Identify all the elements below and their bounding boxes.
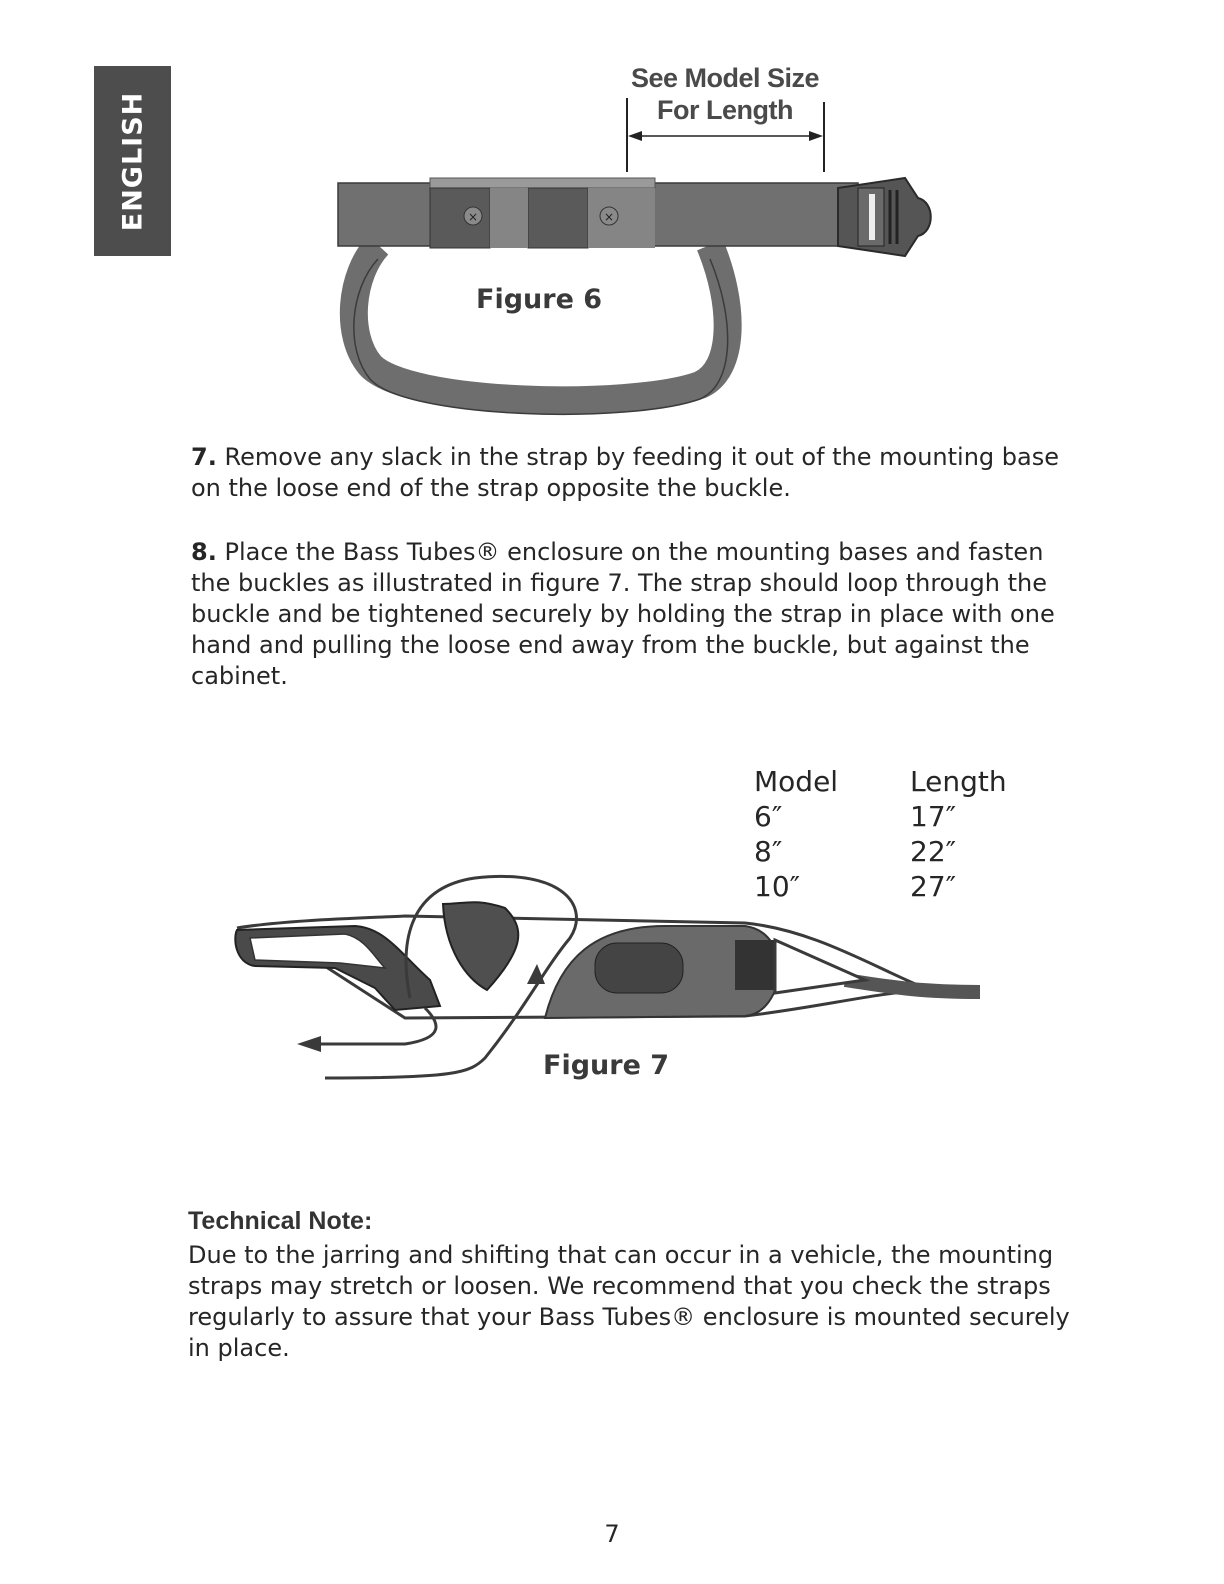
enclosure-port <box>595 943 683 993</box>
technical-note-title: Technical Note: <box>188 1207 373 1235</box>
svg-text:×: × <box>603 210 615 224</box>
svg-text:×: × <box>467 210 479 224</box>
strap-loop <box>354 245 728 400</box>
step-7-number: 7. <box>191 443 217 471</box>
language-tab <box>94 66 171 256</box>
figure-7-caption: Figure 7 <box>543 1050 670 1081</box>
mounting-base-top <box>430 178 655 188</box>
language-tab-label: ENGLISH <box>117 91 148 231</box>
arrow-head-left <box>628 131 642 141</box>
page-number: 7 <box>604 1520 620 1548</box>
figure-6-caption: Figure 6 <box>476 284 603 315</box>
table-cell: 6″ <box>754 800 783 833</box>
callout-line-2: For Length <box>657 95 793 125</box>
table-header-model: Model <box>754 765 839 798</box>
step-8 <box>191 537 1071 692</box>
table-cell: 22″ <box>910 835 957 868</box>
model-size-callout <box>600 62 850 126</box>
step-7-text: Remove any slack in the strap by feeding it out of the mounting base on the loose end of the strap opposite the buckle. <box>191 443 1060 502</box>
table-header-length: Length <box>910 765 1007 798</box>
pull-arrow-head <box>297 1036 321 1052</box>
callout-line-1: See Model Size <box>630 63 820 93</box>
table-cell: 27″ <box>910 870 957 903</box>
table-cell: 8″ <box>754 835 783 868</box>
technical-note-body: Due to the jarring and shifting that can occur in a vehicle, the mounting straps may stretch or loosen. We recommend that you check the straps regularly to assure that your Bass Tubes® enclosure is mounted securely in place. <box>188 1241 1070 1362</box>
table-cell: 10″ <box>754 870 801 903</box>
strap-pull-path <box>305 1008 436 1044</box>
table-cell: 17″ <box>910 800 957 833</box>
step-8-text: Place the Bass Tubes® enclosure on the mounting bases and fasten the buckles as illustrated in figure 7. The strap should loop through the buckle and be tightened securely by holding the strap in place with one hand and pulling the loose end away from the buckle, but against the cabinet. <box>191 538 1055 690</box>
step-8-number: 8. <box>191 538 217 566</box>
arrow-head-right <box>809 131 823 141</box>
buckle-latch <box>443 902 518 990</box>
step-7 <box>191 442 1071 504</box>
